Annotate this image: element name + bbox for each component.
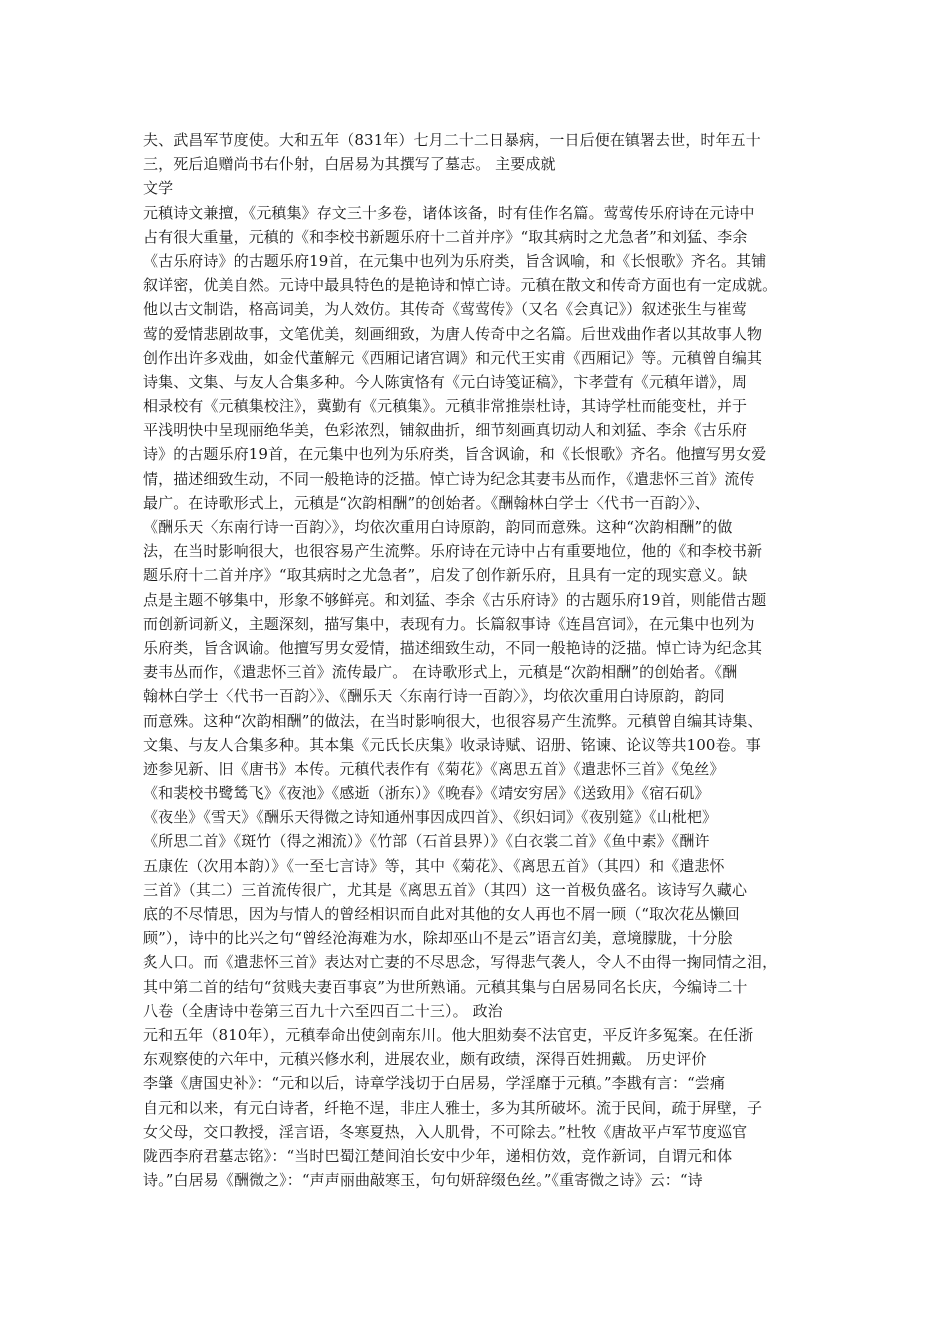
text-line: 元稹诗文兼擅，《元稹集》存文三十多卷，诸体该备，时有佳作名篇。莺莺传乐府诗在元诗中 [143, 203, 755, 222]
text-line: 三首》（其二）三首流传很广，尤其是《离思五首》（其四）这一首极负盛名。该诗写久藏心 [143, 880, 748, 899]
text-line: 平浅明快中呈现丽绝华美，色彩浓烈，铺叙曲折，细节刻画真切动人和刘猛、李余《古乐府 [143, 421, 748, 440]
text-line: 而创新词新义，主题深刻，描写集中，表现有力。长篇叙事诗《连昌宫词》，在元集中也列为 [143, 614, 755, 633]
text-line: 莺的爱情悲剧故事，文笔优美，刻画细致，为唐人传奇中之名篇。后世戏曲作者以其故事人物 [143, 324, 763, 343]
text-line: 诗。”白居易《酬微之》：“声声丽曲敲寒玉，句句妍辞缀色丝。”《重寄微之诗》云：“诗 [143, 1171, 703, 1190]
text-line: 文集、与友人合集多种。其本集《元氏长庆集》收录诗赋、诏册、铭谏、论议等共100卷。事 [143, 735, 761, 754]
text-line: 《所思二首》《斑竹（得之湘流）》《竹部（石首县界）》《白衣裳二首》《鱼中素》《酬许 [143, 832, 710, 851]
text-line: 他以古文制诰，格高词美，为人效仿。其传奇《莺莺传》（又名《会真记》）叙述张生与崔莺 [143, 300, 748, 319]
text-line: 法，在当时影响很大，也很容易产生流弊。乐府诗在元诗中占有重要地位，他的《和李校书新 [143, 542, 763, 561]
text-line: 情，描述细致生动，不同一般艳诗的泛描。悼亡诗为纪念其妻韦丛而作，《遣悲怀三首》流传 [143, 469, 755, 488]
text-line: 最广。在诗歌形式上，元稹是“次韵相酬”的创始者。《酬翰林白学士〈代书一百韵〉》、 [143, 493, 710, 512]
text-line: 题乐府十二首并序》“取其病时之尤急者”，启发了创作新乐府，且具有一定的现实意义。缺 [143, 566, 748, 585]
text-line: 自元和以来，有元白诗者，纤艳不逞，非庄人雅士，多为其所破坏。流于民间，疏于屏壁，子 [143, 1098, 763, 1117]
text-line: 其中第二首的结句“贫贱夫妻百事哀”为世所熟诵。元稹其集与白居易同名长庆，今编诗二十 [143, 977, 748, 996]
text-line: 相录校有《元稹集校注》，冀勤有《元稹集》。元稹非常推崇杜诗，其诗学杜而能变杜，并于 [143, 397, 748, 416]
text-line: 妻韦丛而作，《遣悲怀三首》流传最广。 在诗歌形式上，元稹是“次韵相酬”的创始者。《酬 [143, 663, 738, 682]
text-line: 顾”），诗中的比兴之句“曾经沧海难为水，除却巫山不是云”语言幻美，意境朦胧，十分脍 [143, 929, 733, 948]
text-line: 《夜坐》《雪天》《酬乐天得微之诗知通州事因成四首》、《织妇词》《夜别筵》《山枇杷》 [143, 808, 718, 827]
text-line: 而意殊。这种“次韵相酬”的做法，在当时影响很大，也很容易产生流弊。元稹曾自编其诗集、 [143, 711, 763, 730]
text-line: 三，死后追赠尚书右仆射，白居易为其撰写了墓志。 主要成就 [143, 155, 556, 174]
text-line: 八卷（全唐诗中卷第三百九十六至四百二十三）。 政治 [143, 1001, 503, 1020]
text-line: 创作出许多戏曲，如金代董解元《西厢记诸宫调》和元代王实甫《西厢记》等。元稹曾自编其 [143, 348, 763, 367]
text-line: 占有很大重量，元稹的《和李校书新题乐府十二首并序》“取其病时之尤急者”和刘猛、李余 [143, 227, 748, 246]
text-line: 乐府类，旨含讽谕。他擅写男女爱情，描述细致生动，不同一般艳诗的泛描。悼亡诗为纪念其 [143, 638, 763, 657]
text-line: 五康佐（次用本韵）》《一至七言诗》等，其中《菊花》、《离思五首》（其四）和《遣悲怀 [143, 856, 725, 875]
text-line: 文学 [143, 179, 174, 198]
text-line: 女父母，交口教授，淫言语，冬寒夏热，入人肌骨，不可除去。”杜牧《唐故平卢军节度巡官 [143, 1122, 748, 1141]
text-line: 《古乐府诗》的古题乐府19首，在元集中也列为乐府类，旨含讽喻，和《长恨歌》齐名。其铺 [143, 251, 767, 270]
text-line: 叙详密，优美自然。元诗中最具特色的是艳诗和悼亡诗。元稹在散文和传奇方面也有一定成就。 [143, 276, 778, 295]
text-line: 诗》的古题乐府19首，在元集中也列为乐府类，旨含讽谕，和《长恨歌》齐名。他擅写男女爱 [143, 445, 767, 464]
document-page [143, 128, 808, 1192]
text-line: 翰林白学士〈代书一百韵〉》、《酬乐天〈东南行诗一百韵〉》，均依次重用白诗原韵，韵同 [143, 687, 725, 706]
text-line: 陇西李府君墓志铭》：“当时巴蜀江楚间洎长安中少年，递相仿效，竞作新词，自谓元和体 [143, 1146, 733, 1165]
text-line: 李肇《唐国史补》：“元和以后，诗章学浅切于白居易，学淫靡于元稹。”李戡有言：“尝痛 [143, 1074, 726, 1093]
text-line: 炙人口。而《遣悲怀三首》表达对亡妻的不尽思念，写得悲气袭人，令人不由得一掬同情之泪， [143, 953, 778, 972]
text-line: 《和裴校书鹭鸶飞》《夜池》《感逝（浙东）》《晚春》《靖安穷居》《送致用》《宿石矶》 [143, 784, 710, 803]
text-line: 东观察使的六年中，元稹兴修水利，进展农业，颇有政绩，深得百姓拥戴。 历史评价 [143, 1050, 707, 1069]
text-line: 迹参见新、旧《唐书》本传。元稹代表作有《菊花》《离思五首》《遣悲怀三首》《兔丝》 [143, 759, 725, 778]
text-line: 《酬乐天〈东南行诗一百韵〉》，均依次重用白诗原韵，韵同而意殊。这种“次韵相酬”的做 [143, 518, 733, 536]
text-line: 夫、武昌军节度使。大和五年（831年）七月二十二日暴病，一日后便在镇署去世，时年五十 [143, 131, 761, 149]
text-line: 诗集、文集、与友人合集多种。今人陈寅恪有《元白诗笺证稿》，卞孝萱有《元稹年谱》，周 [143, 372, 748, 391]
text-line: 底的不尽情思，因为与情人的曾经相识而自此对其他的女人再也不屑一顾（“取次花丛懒回 [143, 905, 740, 923]
text-line: 元和五年（810年），元稹奉命出使剑南东川。他大胆劾奏不法官吏，平反许多冤案。在任浙 [143, 1025, 754, 1044]
text-line: 点是主题不够集中，形象不够鲜亮。和刘猛、李余《古乐府诗》的古题乐府19首，则能借古题 [143, 590, 767, 609]
